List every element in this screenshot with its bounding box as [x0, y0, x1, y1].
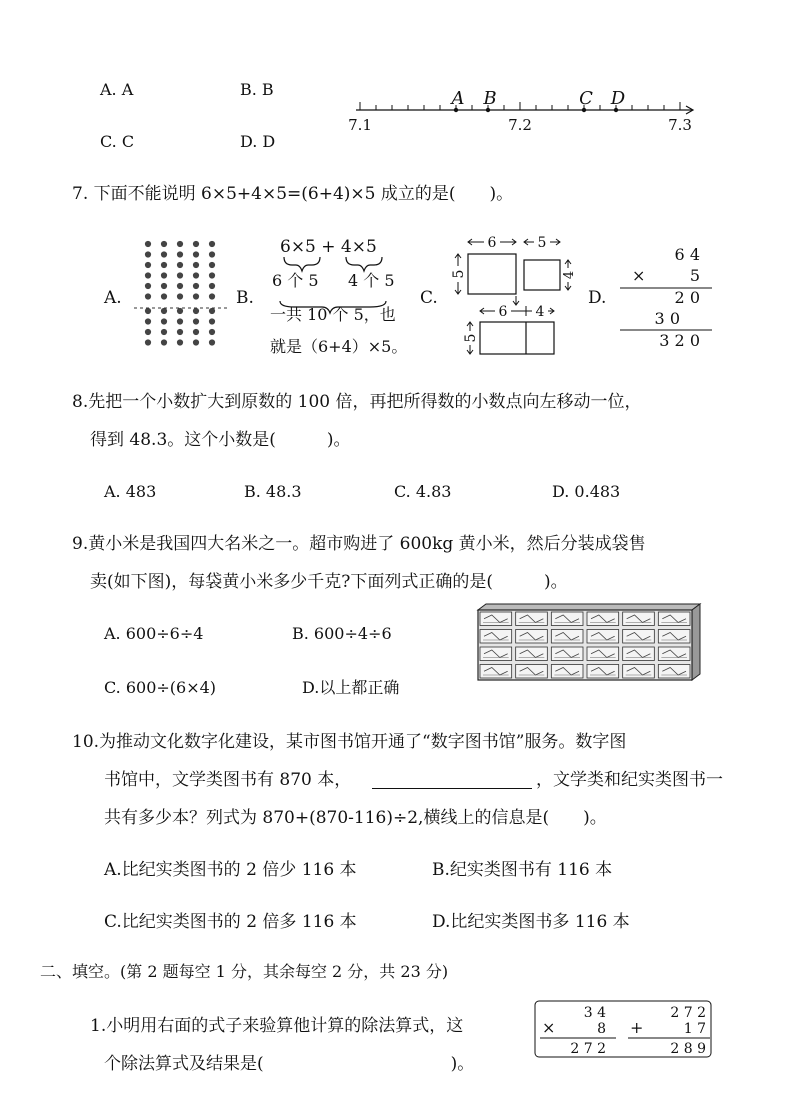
- q8-option-b[interactable]: B. 48.3: [244, 482, 302, 501]
- calc-mul-op: ×: [542, 1018, 556, 1037]
- dot: [209, 318, 215, 324]
- calc-mul-bottom: 8: [597, 1021, 606, 1037]
- c-w1: 6: [487, 235, 497, 251]
- dot: [145, 318, 151, 324]
- q9-question-line2: 卖(如下图)，每袋黄小米多少千克?下面列式正确的是( )。: [90, 572, 568, 592]
- dot: [145, 241, 151, 247]
- c-w2: 5: [537, 235, 547, 251]
- rice-bag: [551, 665, 583, 679]
- dot: [177, 272, 183, 278]
- b-figure-left-count: 6 个 5: [272, 271, 319, 290]
- dot: [209, 251, 215, 257]
- d-p2: 3 0: [654, 309, 680, 328]
- dot: [177, 262, 183, 268]
- rice-bag: [658, 630, 690, 644]
- verification-calculation-box: [534, 1000, 714, 1060]
- dot: [161, 308, 167, 314]
- c-h2: 4: [562, 270, 577, 280]
- q10-option-a[interactable]: A.比纪实类图书的 2 倍少 116 本: [104, 860, 357, 880]
- number-line-point-label: D: [610, 88, 626, 109]
- calc-add-top: 2 7 2: [670, 1005, 706, 1021]
- dot: [177, 329, 183, 335]
- c-w4: 4: [535, 304, 545, 320]
- q7-question: 7. 下面不能说明 6×5+4×5=(6+4)×5 成立的是( )。: [72, 184, 514, 204]
- dot: [177, 293, 183, 299]
- rice-bag: [587, 630, 619, 644]
- rice-bag: [551, 647, 583, 661]
- rice-bag: [551, 612, 583, 626]
- number-line: [350, 88, 710, 138]
- b-figure-right-count: 4 个 5: [348, 271, 395, 290]
- q10-option-d[interactable]: D.比纪实类图书多 116 本: [432, 912, 630, 932]
- number-line-point-label: B: [483, 88, 497, 109]
- rice-bag: [658, 612, 690, 626]
- rice-bag: [658, 665, 690, 679]
- dot: [145, 293, 151, 299]
- dot: [161, 272, 167, 278]
- q10-blank-line: [372, 788, 532, 789]
- b-figure-expression: 6×5 + 4×5: [280, 237, 377, 257]
- dot: [193, 272, 199, 278]
- dot: [193, 251, 199, 257]
- dot: [145, 329, 151, 335]
- rice-bag: [516, 630, 548, 644]
- dot: [145, 262, 151, 268]
- q6-option-b[interactable]: B. B: [240, 80, 274, 99]
- q10-question-line1: 10.为推动文化数字化建设，某市图书馆开通了“数字图书馆”服务。数字图: [72, 732, 627, 752]
- q9-option-b[interactable]: B. 600÷4÷6: [292, 624, 392, 643]
- rice-bag: [623, 665, 655, 679]
- fill1-line1: 1.小明用右面的式子来验算他计算的除法算式，这: [90, 1016, 464, 1036]
- dot: [161, 318, 167, 324]
- q8-question-line1: 8.先把一个小数扩大到原数的 100 倍，再把所得数的小数点向左移动一位，: [72, 392, 642, 412]
- calc-add-bottom: 1 7: [683, 1021, 706, 1037]
- dot: [177, 251, 183, 257]
- rice-bag: [480, 630, 512, 644]
- q7-option-a-label[interactable]: A.: [104, 288, 122, 308]
- rice-bag: [623, 630, 655, 644]
- rice-bag: [516, 612, 548, 626]
- dot: [193, 308, 199, 314]
- c-w3: 6: [498, 304, 508, 320]
- dot: [193, 318, 199, 324]
- d-n1: 6 4: [674, 245, 700, 264]
- section2-heading: 二、填空。(第 2 题每空 1 分，其余每空 2 分，共 23 分): [40, 962, 449, 981]
- rice-bag: [587, 665, 619, 679]
- b-figure-line3: 一共 10 个 5，也: [270, 305, 396, 324]
- dot: [193, 339, 199, 345]
- rice-bag: [516, 665, 548, 679]
- q9-option-d[interactable]: D.以上都正确: [302, 678, 400, 697]
- d-p1: 2 0: [674, 288, 700, 307]
- number-line-tick-label: 7.3: [668, 116, 692, 134]
- q9-question-line1: 9.黄小米是我国四大名米之一。超市购进了 600kg 黄小米，然后分装成袋售: [72, 534, 646, 554]
- d-n2: 5: [689, 266, 700, 285]
- rice-bag: [587, 647, 619, 661]
- dot: [145, 308, 151, 314]
- calc-add-op: +: [630, 1018, 644, 1037]
- rice-bag: [551, 630, 583, 644]
- vertical-multiplication-figure: [612, 240, 722, 360]
- dot: [209, 241, 215, 247]
- q10-question-line3: 共有多少本？列式为 870+(870-116)÷2,横线上的信息是( )。: [104, 808, 607, 828]
- dot: [209, 329, 215, 335]
- rice-bag: [480, 612, 512, 626]
- dot: [193, 283, 199, 289]
- b-figure-line4: 就是（6+4）×5。: [270, 337, 408, 356]
- dot: [177, 339, 183, 345]
- shelf-top: [478, 604, 700, 610]
- dot: [209, 339, 215, 345]
- dot: [161, 262, 167, 268]
- q8-option-d[interactable]: D. 0.483: [552, 482, 621, 501]
- dot: [209, 272, 215, 278]
- q8-option-a[interactable]: A. 483: [104, 482, 157, 501]
- dot: [145, 272, 151, 278]
- dot: [161, 251, 167, 257]
- dot: [209, 262, 215, 268]
- q7-option-c-label[interactable]: C.: [420, 288, 438, 308]
- q6-option-a[interactable]: A. A: [100, 80, 134, 99]
- q10-question-line2a: 书馆中，文学类图书有 870 本，: [104, 770, 352, 790]
- dot: [193, 329, 199, 335]
- rice-bag: [480, 665, 512, 679]
- calc-mul-top: 3 4: [583, 1005, 606, 1021]
- c-h1: 5: [451, 269, 467, 279]
- c-h3: 5: [463, 333, 479, 343]
- dot: [145, 339, 151, 345]
- dot: [193, 262, 199, 268]
- rice-bag-shelf-figure: [472, 602, 702, 684]
- rice-bag: [658, 647, 690, 661]
- dot: [177, 308, 183, 314]
- number-line-tick-label: 7.1: [348, 116, 372, 134]
- dot: [161, 339, 167, 345]
- dot-array-figure: [138, 236, 238, 356]
- q6-option-d[interactable]: D. D: [240, 132, 276, 151]
- q9-option-c[interactable]: C. 600÷(6×4): [104, 678, 217, 697]
- dot: [193, 293, 199, 299]
- q10-option-c[interactable]: C.比纪实类图书的 2 倍多 116 本: [104, 912, 357, 932]
- d-op: ×: [632, 266, 646, 285]
- dot: [161, 241, 167, 247]
- rice-bag: [516, 647, 548, 661]
- fill1-line2: 个除法算式及结果是( )。: [104, 1054, 475, 1074]
- rice-bag: [623, 647, 655, 661]
- dot: [209, 293, 215, 299]
- calc-mul-result: 2 7 2: [570, 1041, 606, 1057]
- dot: [145, 283, 151, 289]
- dot: [209, 308, 215, 314]
- rectangle-area-figure: [450, 232, 590, 362]
- q8-question-line2: 得到 48.3。这个小数是( )。: [90, 430, 351, 450]
- d-result: 3 2 0: [659, 331, 700, 350]
- dot: [177, 318, 183, 324]
- q7-option-d-label[interactable]: D.: [588, 288, 607, 308]
- dot: [177, 241, 183, 247]
- q9-option-a[interactable]: A. 600÷6÷4: [104, 624, 204, 643]
- rice-bag: [480, 647, 512, 661]
- number-line-point-label: C: [579, 88, 593, 109]
- rice-bag: [623, 612, 655, 626]
- dot: [209, 283, 215, 289]
- dot: [161, 283, 167, 289]
- dot: [145, 251, 151, 257]
- q10-question-line2b: ，文学类和纪实类图书一: [536, 770, 723, 790]
- shelf-side: [692, 604, 700, 680]
- dot: [177, 283, 183, 289]
- rice-bag: [587, 612, 619, 626]
- dot: [161, 329, 167, 335]
- q10-option-b[interactable]: B.纪实类图书有 116 本: [432, 860, 613, 880]
- dot: [161, 293, 167, 299]
- dot: [193, 241, 199, 247]
- number-line-tick-label: 7.2: [508, 116, 532, 134]
- q7-option-b-label[interactable]: B.: [236, 288, 254, 308]
- number-line-point-label: A: [451, 88, 465, 109]
- q6-option-c[interactable]: C. C: [100, 132, 135, 151]
- q8-option-c[interactable]: C. 4.83: [394, 482, 452, 501]
- calc-add-result: 2 8 9: [670, 1041, 706, 1057]
